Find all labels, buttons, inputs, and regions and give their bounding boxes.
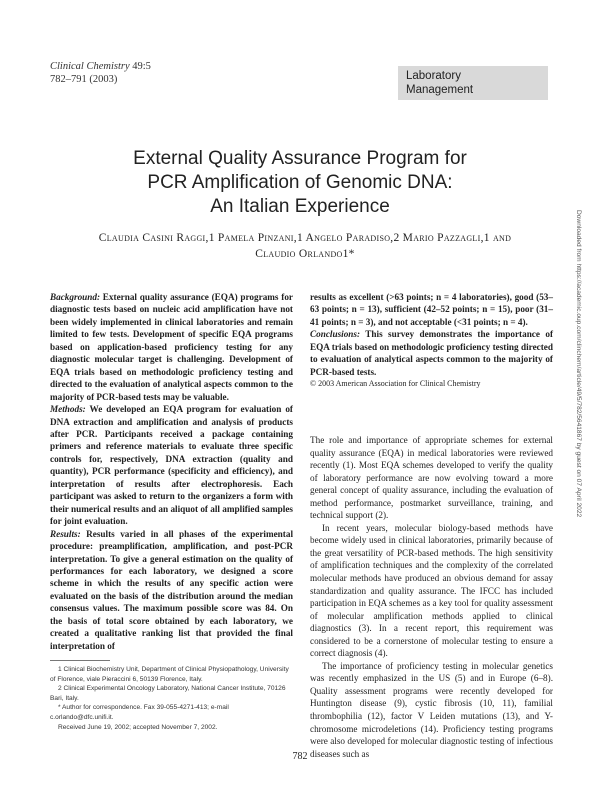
section-label-line1: Laboratory (406, 70, 461, 82)
body-paragraph-2: In recent years, molecular biology-based methods have become widely used in clinical laboratories, primarily because of the great versatility of PCR-based methods. The high sensitivity of amplification techniques and the complexity of the correlated molecular methods have produced an obvious demand for assay standardization and quality assurance. The IFCC has included participation in EQA schemes as a key tool for quality assessment of molecular amplification methods applied to clinical diagnostics (3). In a recent report, this requirement was considered to be a cornerstone of molecular testing to ensure a correct diagnosis (4). (310, 522, 553, 659)
abstract-right-column (310, 291, 553, 391)
title-line-1: External Quality Assurance Program for (133, 148, 467, 169)
abstract-conclusions (310, 328, 553, 378)
methods-text: We developed an EQA program for evaluation of DNA extraction and amplification and analysis of products after PCR. Participants received a package containing primers and reference materials to evaluate three specific controls for, respectively, DNA extraction (quality and quantity), PCR performance (specificity and efficiency), and interpretation of results after electrophoresis. Each participant was asked to return to the organizers a form with their numerical results and an aliquot of all amplified samples for joint evaluation. (50, 404, 293, 527)
results-text: Results varied in all phases of the experimental procedure: preamplification, amplification, and post-PCR interpretation. To give a general estimation on the quality of performances for each laboratory, we designed a score scheme in which the results of any specific action were evaluated on the basis of the distribution around the median consensus values. The maximum possible score was 84. On the basis of total score obtained by each laboratory, we created a qualitative ranking list that provided the final interpretation of (50, 528, 294, 651)
methods-label: Methods: (50, 404, 86, 415)
conclusions-label: Conclusions: (310, 329, 361, 340)
authors-line-1: Claudia Casini Raggi,1 Pamela Pinzani,1 Angelo Paradiso,2 Mario Pazzagli,1 and (98, 232, 512, 244)
abstract-background (50, 291, 293, 403)
body-text (310, 434, 553, 760)
abstract-results (50, 528, 293, 653)
results-continued: results as excellent (>63 points; n = 4 laboratories), good (53–63 points; n = 13), sufficient (42–52 points; n = 15), poor (31–41 points; n = 3), and not acceptable (<31 points; n = 4). (310, 292, 553, 327)
footnote-4: Received June 19, 2002; accepted November 7, 2002. (58, 723, 218, 731)
abstract-methods (50, 403, 293, 528)
body-paragraph-1: The role and importance of appropriate schemes for external quality assurance (EQA) in medical laboratories were reviewed recently (1). Most EQA schemes developed to verify the quality of laboratory performance are now evolving toward a more general concept of quality assurance, including the evaluation of method performance, postmarket surveillance, training, and technical support (2). (310, 435, 553, 521)
download-watermark (572, 210, 584, 630)
footnote-rule (50, 660, 110, 661)
footnote-1: 1 Clinical Biochemistry Unit, Department of Clinical Physiopathology, University of Florence, viale Pieraccini 6, 50139 Florence, Italy. (50, 666, 289, 683)
pages-year: 782–791 (2003) (50, 74, 118, 85)
journal-name: Clinical Chemistry (50, 61, 130, 72)
background-text: External quality assurance (EQA) programs for diagnostic tests based on nucleic acid amplification have not been widely implemented in clinical laboratories and remain limited to few tests. Development of specific EQA programs based on application-based proficiency testing for any diagnostic molecular target is challenging. Development of EQA trials based on methodologic proficiency testing and directed to the evaluation of analytical aspects common to the majority of PCR-based tests may be valuable. (50, 292, 293, 402)
page-number: 782 (292, 751, 308, 762)
conclusions-text: This survey demonstrates the importance of EQA trials based on methodologic proficiency testing directed to evaluation of analytical aspects common to the majority of PCR-based tests. (310, 329, 553, 377)
authors-line-2: Claudio Orlando1* (255, 248, 355, 260)
copyright: © 2003 American Association for Clinical Chemistry (310, 379, 481, 389)
background-label: Background: (50, 292, 101, 302)
article-title (0, 147, 600, 219)
journal-citation (50, 60, 151, 86)
body-paragraph-3: The importance of proficiency testing in molecular genetics was recently emphasized in the US (5) and in Europe (6–8). Quality assessment programs were recently developed for Huntington disease (9), cystic fibrosis (10, 11), familial thrombophilia (12), factor V Leiden mutations (13), and Y-chromosome microdeletions (14). Proficiency testing programs were also developed for molecular diagnostic testing of infectious diseases such as (310, 660, 553, 759)
footnotes (50, 665, 293, 732)
section-label-line2: Management (406, 84, 474, 96)
results-label: Results: (50, 528, 81, 539)
author-list (70, 230, 540, 262)
journal-volume: 49:5 (132, 61, 151, 72)
title-line-3: An Italian Experience (210, 196, 390, 217)
footnote-2: 2 Clinical Experimental Oncology Laboratory, National Cancer Institute, 70126 Bari, Italy. (50, 685, 286, 702)
abstract-left-column (50, 291, 293, 652)
footnote-3: * Author for correspondence. Fax 39-055-4271-413; e-mail c.orlando@dfc.unifi.it. (50, 704, 229, 721)
section-label (398, 66, 548, 100)
title-line-2: PCR Amplification of Genomic DNA: (147, 172, 453, 193)
download-watermark-text: Downloaded from https://academic.oup.com/clinchem/article/49/5/782/5641867 by guest on 07 April 2022 (575, 210, 582, 518)
